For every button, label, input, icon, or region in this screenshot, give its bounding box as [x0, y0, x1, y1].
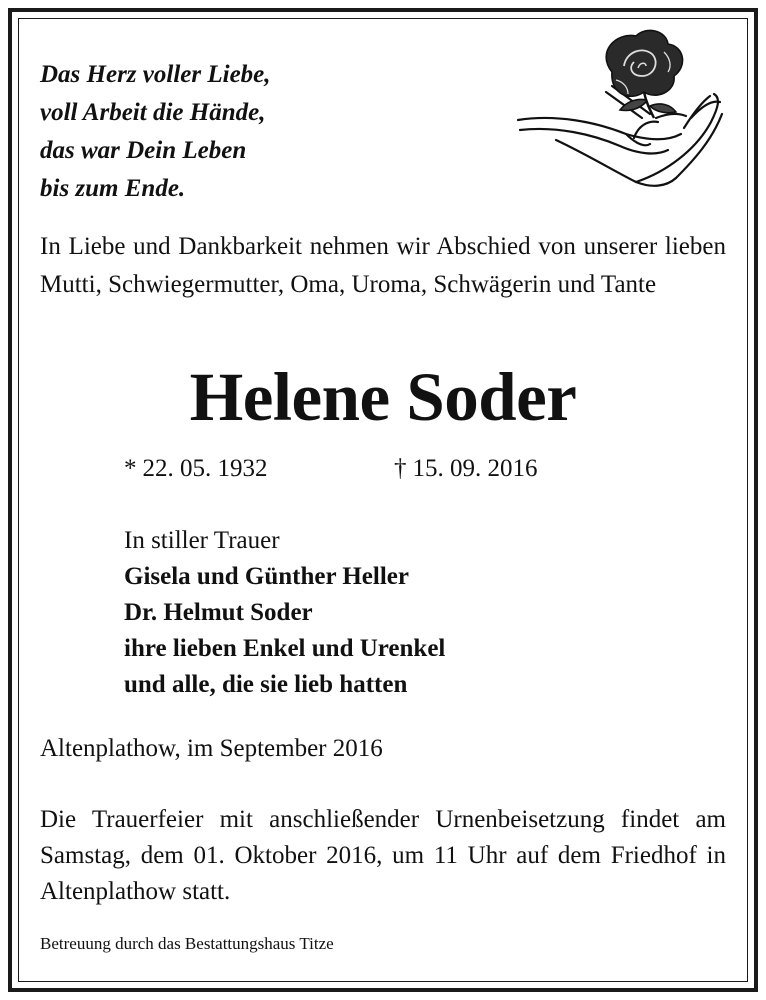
- poem-line: das war Dein Leben: [40, 137, 247, 164]
- mourners-lead: In stiller Trauer: [124, 527, 280, 554]
- deceased-name: Helene Soder: [189, 359, 577, 435]
- birth-symbol: *: [124, 455, 137, 482]
- rose-in-hands-icon: [516, 22, 726, 197]
- mourner-name: Gisela und Günther Heller: [124, 563, 409, 590]
- funeral-service-info: Die Trauerfeier mit anschließender Urnenbeisetzung findet am Samstag, dem 01. Oktober 2016, um 11 Uhr auf dem Friedhof in Altenplathow statt.: [40, 806, 726, 905]
- birth-date-line: [124, 452, 268, 486]
- mourner-name: ihre lieben Enkel und Urenkel: [124, 635, 446, 662]
- death-date-line: [394, 452, 538, 486]
- intro-text: In Liebe und Dankbarkeit nehmen wir Abschied von unserer lieben Mutti, Schwiegermutter, Oma, Uroma, Schwägerin und Tante: [40, 233, 726, 298]
- poem-line: Das Herz voller Liebe,: [40, 61, 271, 88]
- poem-line: bis zum Ende.: [40, 175, 186, 202]
- birth-date: 22. 05. 1932: [142, 455, 268, 482]
- undertaker-credit: Betreuung durch das Bestattungshaus Titze: [40, 934, 334, 953]
- death-date: 15. 09. 2016: [412, 455, 538, 482]
- mourners-list: [124, 523, 445, 703]
- place-and-date: Altenplathow, im September 2016: [40, 735, 383, 762]
- memorial-poem: [40, 56, 271, 208]
- cross-symbol: †: [394, 455, 407, 482]
- poem-line: voll Arbeit die Hände,: [40, 99, 266, 126]
- mourner-name: und alle, die sie lieb hatten: [124, 671, 408, 698]
- mourner-name: Dr. Helmut Soder: [124, 599, 313, 626]
